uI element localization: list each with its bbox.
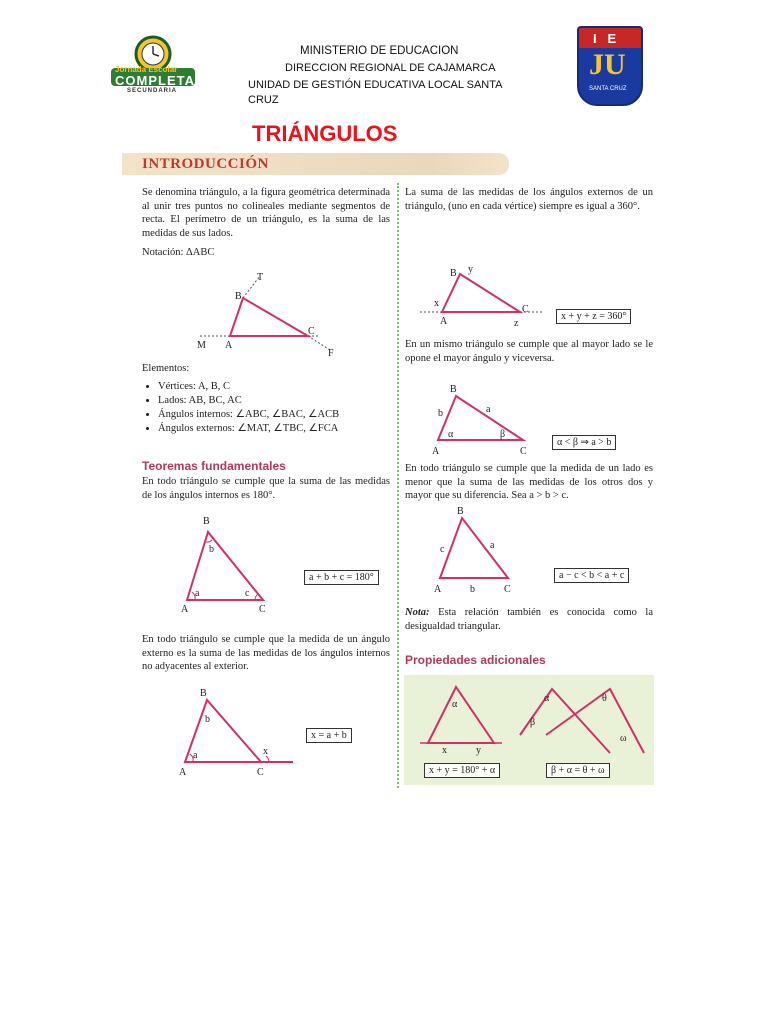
fig2-label-A: A (181, 604, 189, 615)
triangle-figure-6 (430, 506, 530, 596)
fig3-label-b: b (205, 714, 210, 725)
triangle-inequality-text: En todo triángulo se cumple que la medida de un lado es menor que la suma de las medidas de los otros dos y mayor que su diferencia. Sea a > b > c. (405, 463, 653, 501)
fig4-label-C: C (522, 304, 529, 315)
page-title: TRIÁNGULOS (252, 121, 398, 146)
fig3-label-A: A (179, 767, 187, 778)
triangle-figure-4 (412, 262, 552, 330)
props-figure-2 (516, 679, 648, 757)
logo-text-completa: COMPLETA (115, 73, 195, 88)
fig6-label-C: C (504, 584, 511, 595)
props-fig1-y: y (476, 745, 481, 756)
fig1-label-M: M (197, 340, 206, 351)
props-fig2-alpha: α (544, 693, 550, 704)
formula-prop-2: β + α = θ + ω (546, 763, 610, 778)
element-item: • Lados: AB, BC, AC (158, 394, 408, 408)
formula-sum-external: x + y + z = 360° (556, 309, 631, 324)
fig5-label-A: A (432, 446, 440, 457)
fig6-label-a: a (490, 540, 495, 551)
fig1-label-A: A (225, 340, 233, 351)
note-label: Nota: (405, 607, 430, 618)
logo-santa-cruz-text: SANTA CRUZ (589, 86, 627, 92)
triangle-figure-1 (195, 270, 355, 362)
fig5-label-beta: β (500, 429, 506, 440)
logo-ie-ju (577, 26, 643, 106)
props-heading: Propiedades adicionales (405, 653, 546, 667)
fig6-label-b: b (470, 584, 475, 595)
formula-angle-side: α < β ⇒ a > b (552, 435, 616, 450)
formula-sum-internal: a + b + c = 180° (304, 570, 379, 585)
header-regional: DIRECCION REGIONAL DE CAJAMARCA (285, 62, 496, 74)
header-ministry: MINISTERIO DE EDUCACION (300, 45, 459, 57)
props-fig2-omega: ω (620, 733, 627, 744)
fig1-label-T: T (257, 272, 264, 283)
theorems-heading: Teoremas fundamentales (142, 459, 286, 473)
side-angle-text: En un mismo triángulo se cumple que al mayor lado se le opone el mayor ángulo y viceversa. (405, 339, 653, 364)
fig5-label-alpha: α (448, 429, 454, 440)
logo-text-secundaria: SECUNDARIA (127, 88, 178, 94)
fig1-label-F: F (328, 348, 334, 359)
fig2-label-c: c (245, 588, 250, 599)
external-angles-text: La suma de las medidas de los ángulos externos de un triángulo, (uno en cada vértice) siempre es igual a 360°. (405, 187, 653, 212)
fig6-label-A: A (434, 584, 442, 595)
intro-paragraph: Se denomina triángulo, a la figura geométrica determinada al unir tres puntos no colineales mediante segmentos de recta. El perímetro de un triángulo, es la suma de las medidas de sus lados. (142, 187, 390, 239)
fig4-label-A: A (440, 316, 448, 327)
props-fig1-x: x (442, 745, 447, 756)
theorem-1-text: En todo triángulo se cumple que la suma de las medidas de los ángulos internos es 180°. (142, 476, 390, 501)
header-ugel-line2: CRUZ (248, 94, 279, 106)
fig4-label-B: B (450, 268, 457, 279)
triangle-figure-2 (175, 512, 275, 616)
fig3-label-B: B (200, 688, 207, 699)
fig5-label-b: b (438, 408, 443, 419)
logo-ju-text: JU (589, 48, 626, 81)
elements-title: Elementos: (142, 363, 190, 374)
fig2-label-B: B (203, 516, 210, 527)
props-panel (404, 675, 654, 785)
element-item: • Ángulos externos: ∠MAT, ∠TBC, ∠FCA (158, 422, 408, 436)
fig5-label-C: C (520, 446, 527, 457)
fig6-label-B: B (457, 506, 464, 517)
intro-notation: Notación: ΔABC (142, 247, 215, 258)
formula-external-angle: x = a + b (306, 728, 352, 743)
fig1-label-C: C (308, 326, 315, 337)
fig2-label-C: C (259, 604, 266, 615)
elements-list (142, 380, 408, 436)
fig4-label-z: z (514, 318, 519, 329)
triangle-figure-5 (428, 382, 538, 458)
note-text (405, 606, 653, 633)
formula-inequality: a − c < b < a + c (554, 568, 629, 583)
element-item: • Vértices: A, B, C (158, 380, 408, 394)
fig4-label-y: y (468, 264, 473, 275)
fig5-label-B: B (450, 384, 457, 395)
note-body: Esta relación también es conocida como la desigualdad triangular. (405, 607, 653, 632)
fig3-label-a: a (193, 750, 198, 761)
fig3-label-C: C (257, 767, 264, 778)
logo-text-jornada: Jornada Escolar (115, 65, 178, 74)
formula-prop-1: x + y = 180° + α (424, 763, 500, 778)
logo-ie-text: I E (593, 31, 617, 46)
fig2-label-a: a (195, 588, 200, 599)
fig3-label-x: x (263, 746, 268, 757)
fig1-label-B: B (235, 291, 242, 302)
props-figure-1 (418, 679, 508, 757)
fig2-label-b: b (209, 544, 214, 555)
props-fig2-theta: θ (602, 693, 607, 704)
logo-jornada-escolar (103, 28, 203, 100)
column-divider (397, 183, 399, 788)
header-ugel-line1: UNIDAD DE GESTIÓN EDUCATIVA LOCAL SANTA (248, 79, 503, 91)
fig5-label-a: a (486, 404, 491, 415)
triangle-figure-3 (175, 686, 300, 778)
element-item: • Ángulos internos: ∠ABC, ∠BAC, ∠ACB (158, 408, 408, 422)
theorem-2-text: En todo triángulo se cumple que la medida de un ángulo externo es la suma de las medidas de los ángulos internos no adyacentes al exterior. (142, 634, 390, 672)
fig4-label-x: x (434, 298, 439, 309)
props-fig2-beta: β (530, 717, 536, 728)
fig6-label-c: c (440, 544, 445, 555)
intro-heading: INTRODUCCIÓN (142, 156, 269, 172)
props-fig1-alpha: α (452, 699, 458, 710)
